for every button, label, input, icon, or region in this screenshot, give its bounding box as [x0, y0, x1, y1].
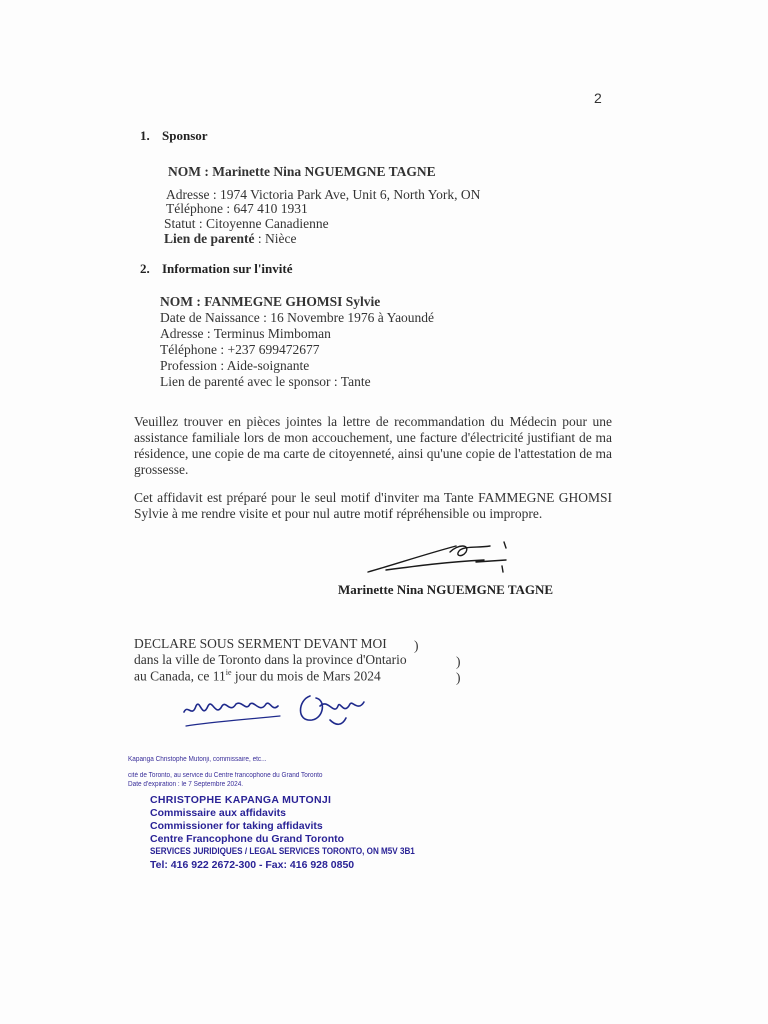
section-title: Information sur l'invité [162, 261, 293, 276]
sponsor-address: Adresse : 1974 Victoria Park Ave, Unit 6, North York, ON [166, 187, 481, 202]
stamp-organization: Centre Francophone du Grand Toronto [150, 833, 345, 845]
sponsor-name-label: NOM : [168, 164, 209, 179]
stamp-role-en: Commissioner for taking affidavits [150, 820, 323, 832]
sponsor-phone: Téléphone : 647 410 1931 [166, 201, 308, 216]
stamp-commissioner-name: CHRISTOPHE KAPANGA MUTONJI [150, 794, 332, 806]
sponsor-signature [366, 538, 516, 578]
oath-line-1: DECLARE SOUS SERMENT DEVANT MOI [134, 636, 387, 651]
sponsor-status: Statut : Citoyenne Canadienne [164, 216, 329, 231]
sponsor-relation-value: : Nièce [254, 231, 297, 246]
section-heading-sponsor [140, 128, 208, 144]
section-title: Sponsor [162, 128, 208, 143]
section-heading-guest [140, 261, 293, 277]
stamp-contact: Tel: 416 922 2672-300 - Fax: 416 928 0850 [150, 859, 355, 871]
oath-paren-2: ) [456, 654, 461, 669]
oath-paren-1: ) [414, 638, 419, 653]
guest-birth: Date de Naissance : 16 Novembre 1976 à Yaoundé [160, 310, 435, 325]
stamp-small-line-1: Kapanga Christophe Mutonji, commissaire, etc... [128, 756, 267, 763]
paragraph-attachments: Veuillez trouver en pièces jointes la lettre de recommandation du Médecin pour une assistance familiale lors de mon accouchement, une facture d'électricité justifiant de ma résidence, une copie de ma carte de citoyenneté, ainsi qu'une copie de l'attestation de ma grossesse. [134, 414, 612, 477]
stamp-small-line-2: cité de Toronto, au service du Centre francophone du Grand Toronto [128, 772, 323, 779]
guest-phone: Téléphone : +237 699472677 [160, 342, 320, 357]
guest-name: NOM : FANMEGNE GHOMSI Sylvie [160, 294, 381, 309]
signature-name: Marinette Nina NGUEMGNE TAGNE [338, 582, 554, 597]
oath-line-3 [134, 668, 381, 685]
oath-paren-3: ) [456, 670, 461, 685]
stamp-small-line-3: Date d'expiration : le 7 Septembre 2024. [128, 781, 244, 788]
stamp-role-fr: Commissaire aux affidavits [150, 807, 286, 819]
guest-relation: Lien de parenté avec le sponsor : Tante [160, 374, 371, 389]
oath-date-prefix: au Canada, ce 11 [134, 668, 226, 684]
paragraph-purpose: Cet affidavit est préparé pour le seul motif d'inviter ma Tante FAMMEGNE GHOMSI Sylvie à me rendre visite et pour nul autre motif répréhensible ou impropre. [134, 490, 612, 521]
oath-date-suffix: jour du mois de Mars 2024 [231, 668, 381, 684]
oath-line-2: dans la ville de Toronto dans la province d'Ontario [134, 652, 407, 667]
sponsor-name-line [168, 164, 436, 180]
page-number: 2 [594, 90, 602, 106]
sponsor-relation-label: Lien de parenté [164, 231, 255, 246]
guest-address: Adresse : Terminus Mimboman [160, 326, 331, 341]
guest-profession: Profession : Aide-soignante [160, 358, 310, 373]
stamp-services: SERVICES JURIDIQUES / LEGAL SERVICES TORONTO, ON M5V 3B1 [150, 846, 415, 856]
sponsor-relation [164, 231, 296, 247]
sponsor-name-value: Marinette Nina NGUEMGNE TAGNE [212, 164, 436, 179]
oath-date-sup: ie [225, 668, 232, 677]
section-number: 1. [140, 128, 150, 143]
commissioner-signature [180, 686, 376, 730]
section-number: 2. [140, 261, 150, 276]
